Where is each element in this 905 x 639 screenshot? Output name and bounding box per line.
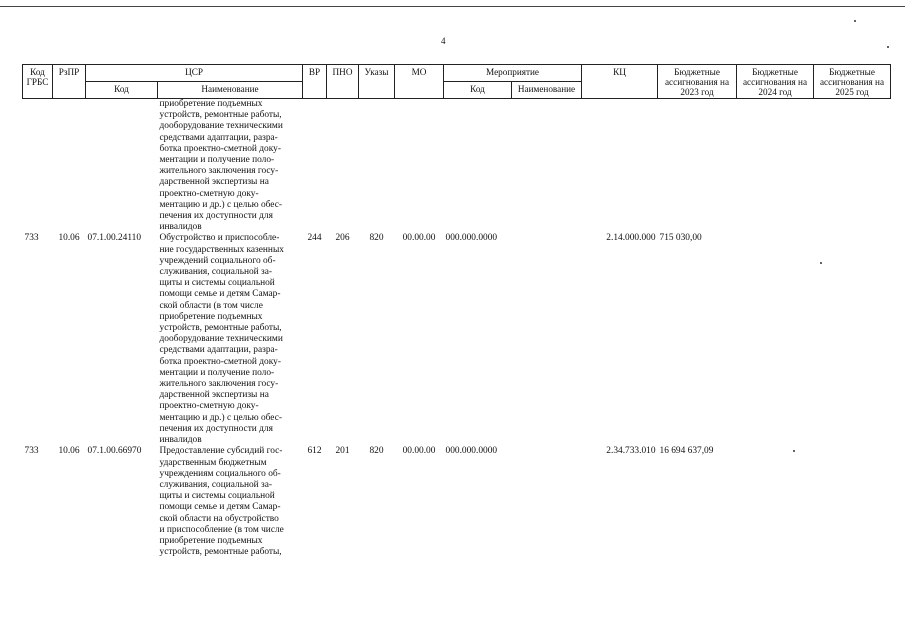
cell-ukazy: 820 [369,233,384,244]
header-pno: ПНО [327,65,359,99]
name-line: дооборудование техническими [159,334,283,345]
name-line: инвалидов [159,435,202,446]
cell-vr: 612 [307,446,322,457]
header-grbs: Код ГРБС [23,65,53,99]
header-csr-code: Код [86,82,158,99]
name-line: дарственной экспертизы на [159,177,269,188]
name-line: щиты и системы социальной [159,278,275,289]
table-body [23,99,891,559]
name-line: печения их доступности для [159,423,273,434]
name-line: средствами адаптации, разра- [159,132,278,143]
cell-grbs: 733 [24,233,39,244]
cell-pno: 201 [335,446,350,457]
cell-budget-2023: 715 030,00 [659,233,702,244]
name-line: проектно-сметную доку- [159,401,259,412]
table-row [23,233,891,446]
name-line: ской области на обустройство [159,513,279,524]
header-csr: ЦСР [86,65,303,82]
continuation-name [158,99,303,234]
header-budget-2024: Бюджетные ассигнования на 2024 год [737,65,814,99]
name-line: устройств, ремонтные работы, [159,110,282,121]
name-line: средствами адаптации, разра- [159,345,278,356]
name-line: инвалидов [159,222,202,233]
name-line: жительного заключения госу- [159,379,279,390]
name-line: дооборудование техническими [159,121,283,132]
header-budget-2025: Бюджетные ассигнования на 2025 год [814,65,891,99]
cell-event-name [512,446,582,558]
name-line: помощи семье и детям Самар- [159,502,281,513]
name-line: ботка проектно-сметной доку- [159,143,281,154]
cell-csr-code: 07.1.00.66970 [87,446,142,457]
cell-rzpr: 10.06 [58,446,80,457]
name-line: и приспособление (в том числе [159,524,284,535]
name-line: дарственной экспертизы на [159,390,269,401]
name-line: ментации и получение поло- [159,155,275,166]
budget-sheet [22,64,890,558]
name-line: ние государственных казенных [159,244,284,255]
name-line: ментацию и др.) с целью обес- [159,412,282,423]
header-rzpr: РзПР [53,65,86,99]
cell-mo: 00.00.00 [402,233,436,244]
cell-kc: 2.34.733.010 [606,446,656,457]
name-line: Обустройство и приспособле- [159,233,280,244]
name-line: помощи семье и детям Самар- [159,289,281,300]
header-event-code: Код [444,82,512,99]
cell-event-name [512,233,582,446]
cell-mo: 00.00.00 [402,446,436,457]
name-line: служивания, социальной за- [159,479,273,490]
name-line: устройств, ремонтные работы, [159,547,282,558]
name-line: устройств, ремонтные работы, [159,323,282,334]
name-line: печения их доступности для [159,211,273,222]
name-line: ментацию и др.) с целью обес- [159,199,282,210]
cell-budget-2025 [814,446,891,558]
name-line: ментации и получение поло- [159,367,275,378]
name-line: приобретение подъемных [159,311,263,322]
name-line: жительного заключения госу- [159,166,279,177]
cell-budget-2024 [737,233,814,446]
cell-event-code: 000.000.0000 [445,233,498,244]
continuation-row [23,99,891,234]
cell-ukazy: 820 [369,446,384,457]
cell-grbs: 733 [24,446,39,457]
cell-event-code: 000.000.0000 [445,446,498,457]
cell-budget-2023: 16 694 637,09 [659,446,714,457]
name-line: служивания, социальной за- [159,267,273,278]
name-line: ударственным бюджетным [159,457,267,468]
header-vr: ВР [303,65,327,99]
header-mo: МО [395,65,444,99]
name-line: приобретение подъемных [159,535,263,546]
cell-rzpr: 10.06 [58,233,80,244]
table-row [23,446,891,558]
name-line: учреждениям социального об- [159,468,281,479]
name-line: ботка проектно-сметной доку- [159,356,281,367]
name-line: учреждений социального об- [159,255,276,266]
cell-budget-2025 [814,233,891,446]
header-ukazy: Указы [359,65,395,99]
name-line: приобретение подъемных [159,99,263,109]
name-line: ской области (в том числе [159,300,263,311]
header-event: Мероприятие [444,65,582,82]
header-event-name: Наименование [512,82,582,99]
header-kc: КЦ [582,65,658,99]
budget-table [22,64,891,558]
cell-csr-code: 07.1.00.24110 [87,233,142,244]
header-row-1 [23,65,891,82]
top-rule [0,6,905,7]
name-line: щиты и системы социальной [159,491,275,502]
cell-budget-2024 [737,446,814,558]
name-line: Предоставление субсидий гос- [159,446,283,457]
cell-csr-name [158,446,303,558]
name-line: проектно-сметную доку- [159,188,259,199]
cell-pno: 206 [335,233,350,244]
cell-kc: 2.14.000.000 [606,233,656,244]
header-budget-2023: Бюджетные ассигнования на 2023 год [658,65,737,99]
scan-speck [854,20,856,22]
header-csr-name: Наименование [158,82,303,99]
cell-vr: 244 [307,233,322,244]
page-number: 4 [441,36,446,46]
cell-csr-name [158,233,303,446]
scan-speck [887,46,889,48]
